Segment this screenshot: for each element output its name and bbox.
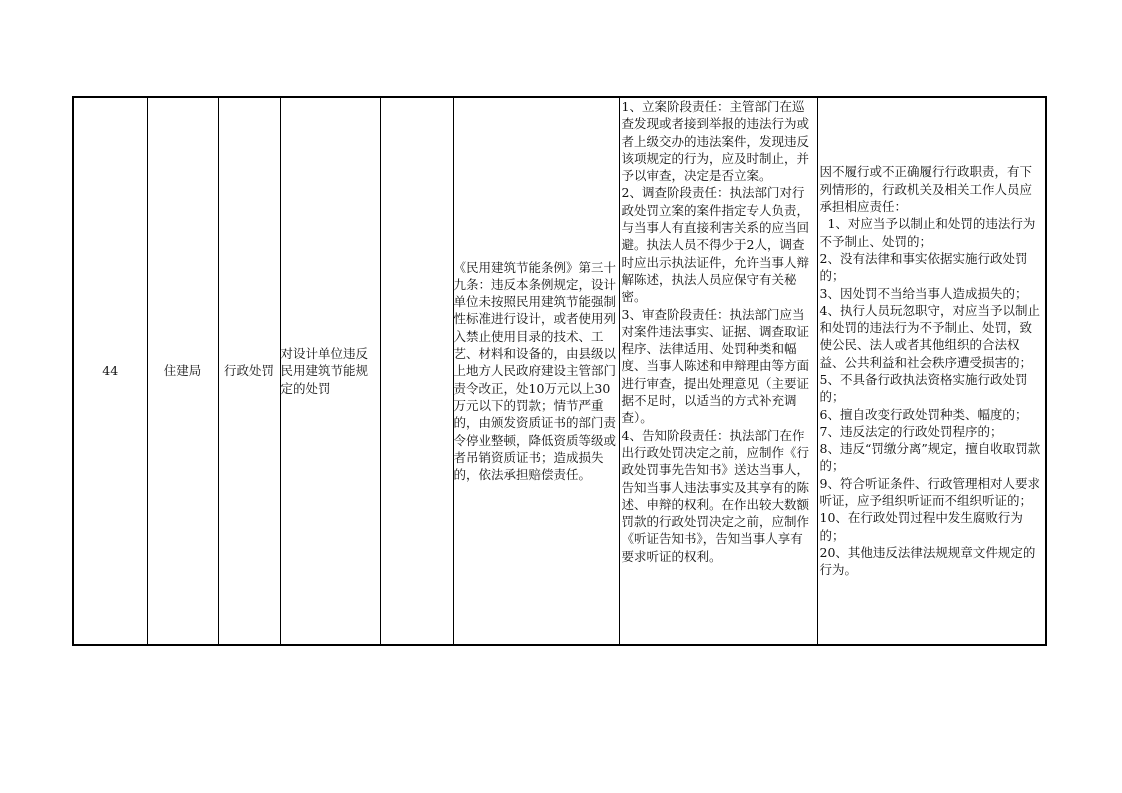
row-number-cell [73,97,147,645]
category-cell [218,97,280,645]
duties-cell [619,97,817,645]
item-name-cell [280,97,380,645]
table-row [73,97,1046,645]
duties-clip [620,98,817,644]
power-list-table [72,96,1047,646]
power-category: 行政处罚 [223,363,274,379]
duty-items-text: 1、立案阶段责任：主管部门在巡查发现或者接到举报的违法行为或者上级交办的违法案件，发现违反该项规定的行为，应及时制止，并予以审查，决定是否立案。 2、调查阶段责任：执法部门对行政处罚立案的案件指定专人负责，与当事人有直接利害关系的应当回避。执法人员不得少于2人，调查时应出示执法证件，允许当事人辩解陈述，执法人员应保守有关秘密。 3、审查阶段责任：执法部门应当对案件违法事实、证据、调查取证程序、法律适用、处罚种类和幅度、当事人陈述和申辩理由等方面进行审查，提出处理意见（主要证据不足时，以适当的方式补充调查）。 4、告知阶段责任：执法部门在作出行政处罚决定之前，应制作《行政处罚事先告知书》送达当事人，告知当事人违法事实及其享有的陈述、申辩的权利。在作出较大数额罚款的行政处罚决定之前，应制作《听证告知书》，告知当事人享有要求听证的权利。 [621,99,810,564]
department-cell [147,97,218,645]
power-item-name: 对设计单位违反民用建筑节能规定的处罚 [280,346,369,396]
sub-item-cell [380,97,453,645]
legal-basis-text: 《民用建筑节能条例》第三十九条：违反本条例规定，设计单位未按照民用建筑节能强制性标准进行设计，或者使用列入禁止使用目录的技术、工艺、材料和设备的，由县级以上地方人民政府建设主管部门责令改正，处10万元以上30万元以下的罚款；情节严重的，由颁发资质证书的部门责令停业整顿，降低资质等级或者吊销资质证书；造成损失的，依法承担赔偿责任。 [453,259,617,483]
accountability-cell [817,97,1046,645]
row-number: 44 [102,363,119,379]
legal-basis-cell [453,97,619,645]
accountability-text: 因不履行或不正确履行行政职责，有下列情形的，行政机关及相关工作人员应承担相应责任： 1、对应当予以制止和处罚的违法行为不予制止、处罚的； 2、没有法律和事实依据实施行政处罚的； 3、因处罚不当给当事人造成损失的； 4、执行人员玩忽职守，对应当予以制止和处罚的违法行为不予制止、处罚，致使公民、法人或者其他组织的合法权益、公共利益和社会秩序遭受损害的； 5、不具备行政执法资格实施行政处罚的； 6、擅自改变行政处罚种类、幅度的； 7、违反法定的行政处罚程序的； 8、违反“罚缴分离”规定，擅自收取罚款的； 9、符合听证条件、行政管理相对人要求听证，应予组织听证而不组织听证的； 10、在行政处罚过程中发生腐败行为的； 20、其他违反法律法规规章文件规定的行为。 [819,164,1041,578]
accountability-box [818,163,1046,578]
department-name: 住建局 [163,363,202,379]
